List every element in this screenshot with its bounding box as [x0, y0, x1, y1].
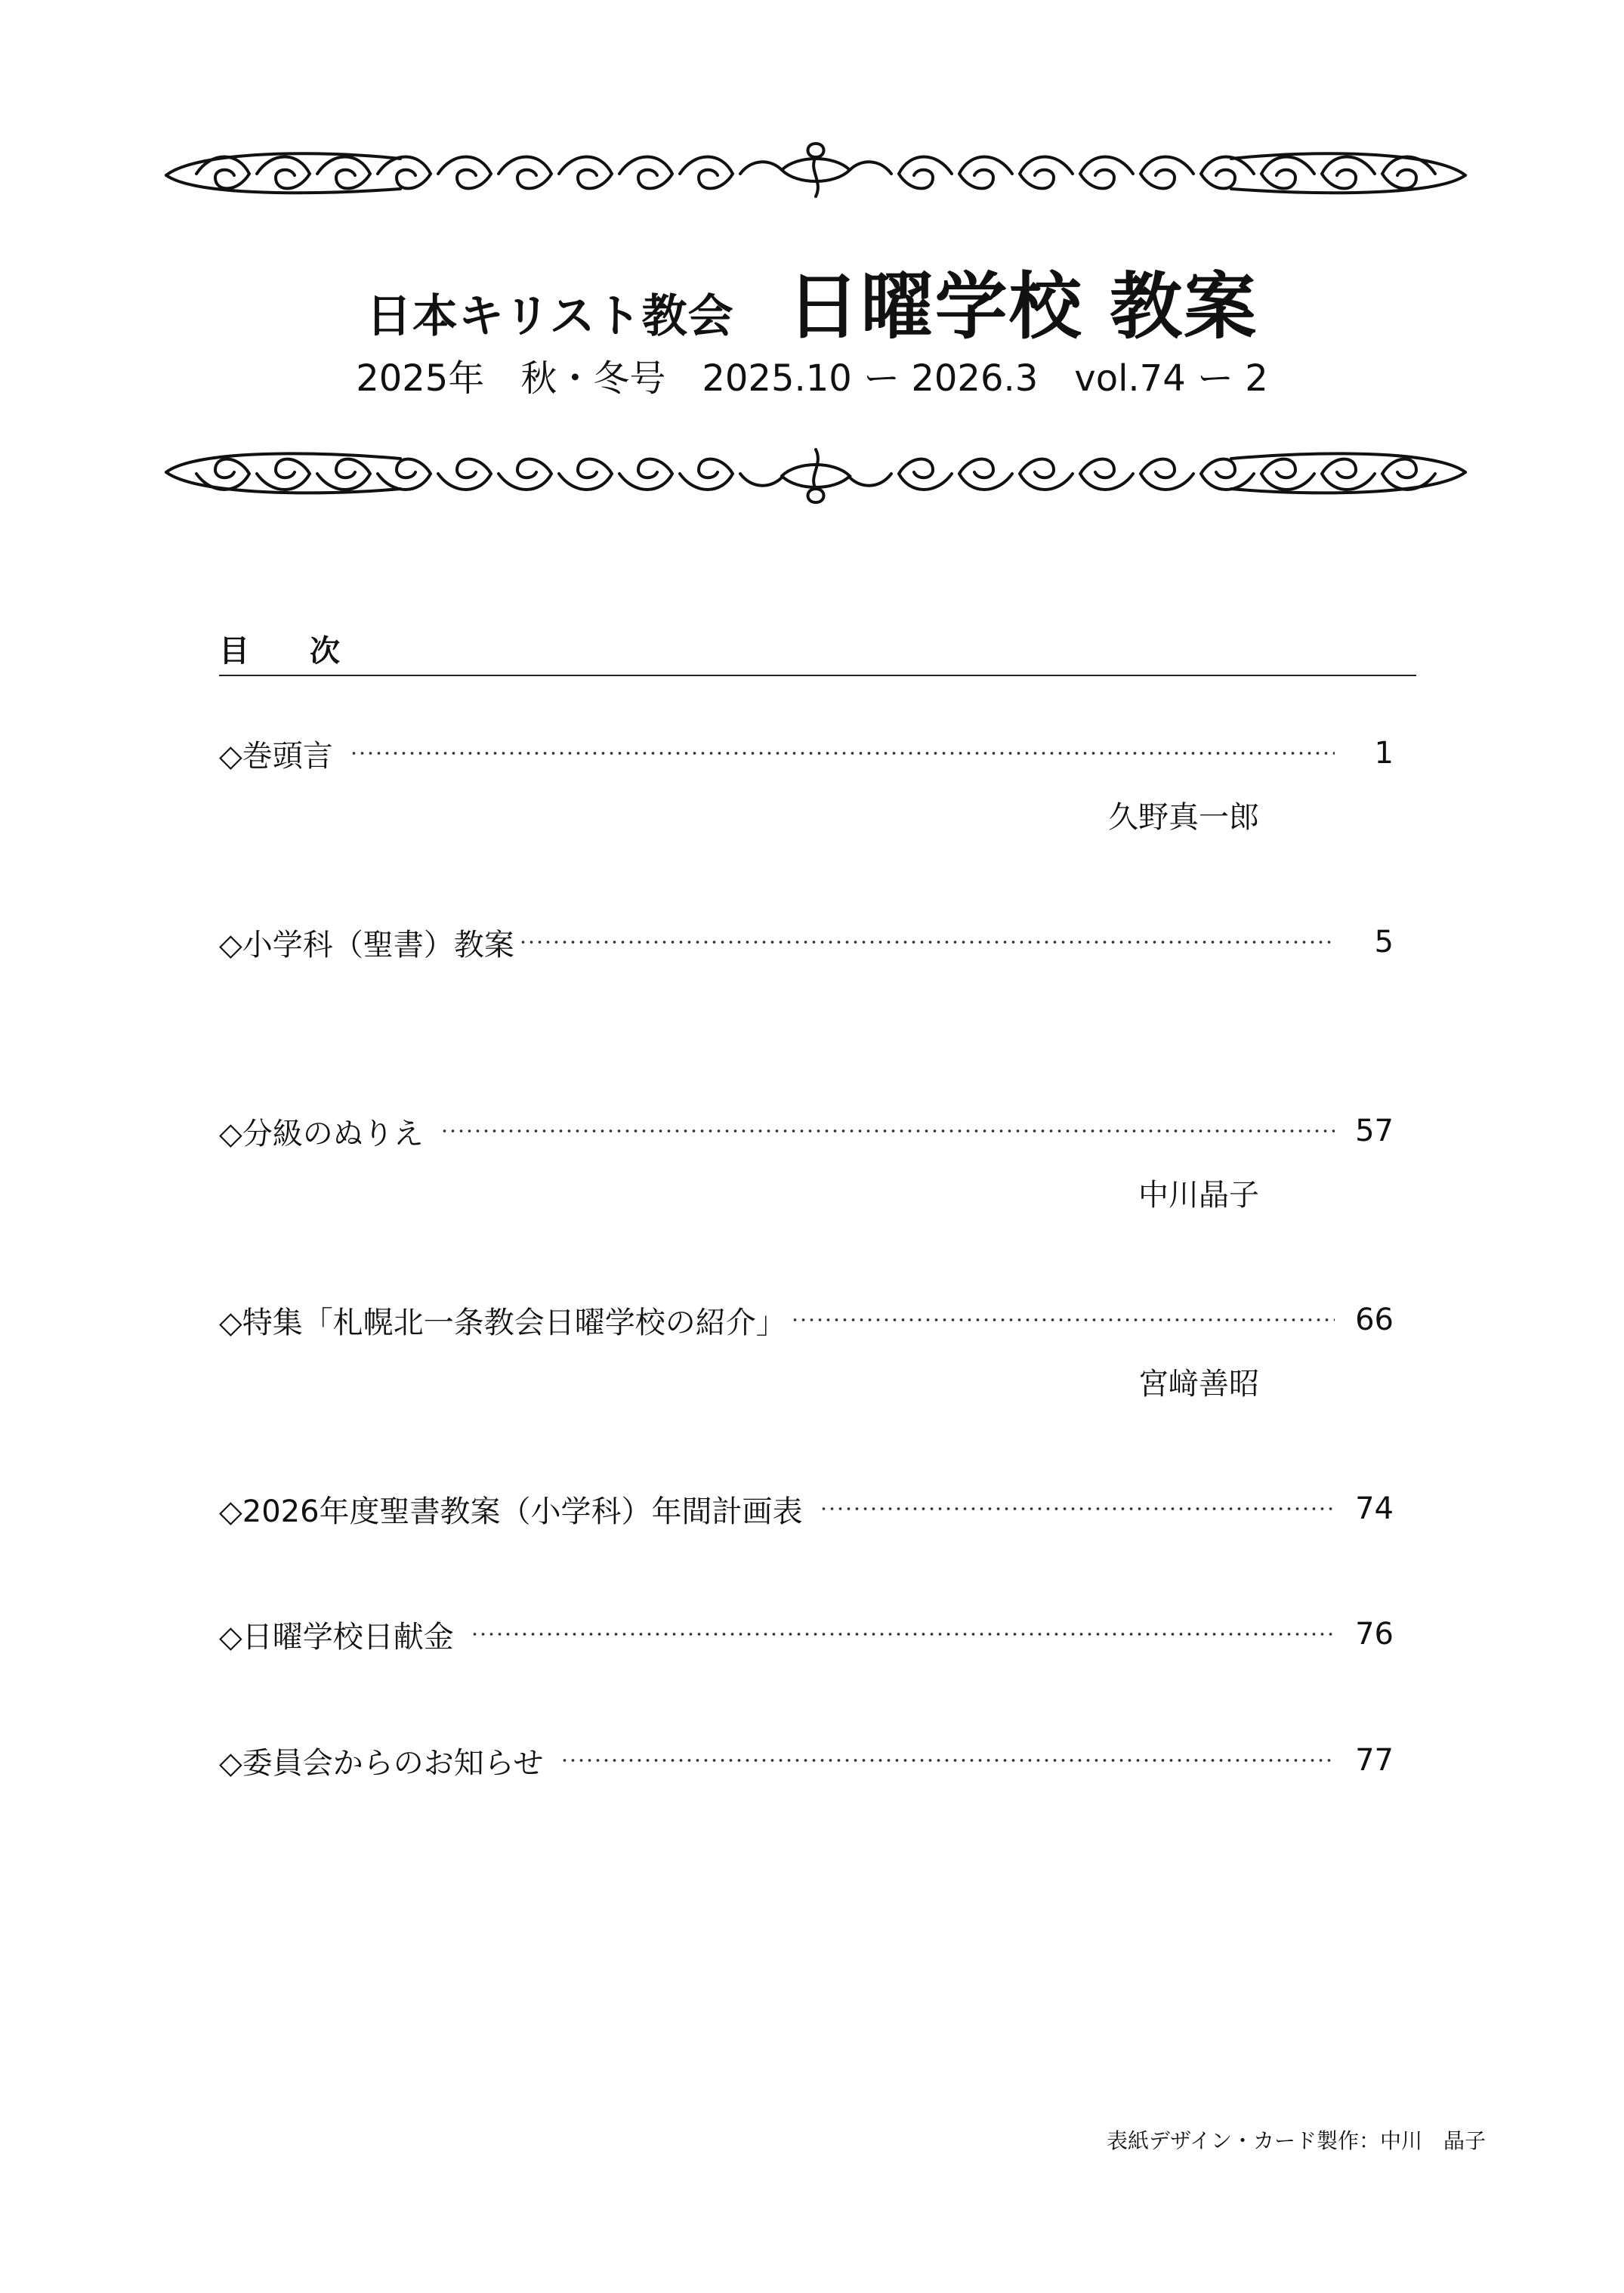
toc-entry-feature[interactable] [219, 1297, 1394, 1343]
toc-entry-page: 66 [1355, 1303, 1394, 1337]
dot-leader [350, 752, 1335, 755]
dot-leader [519, 941, 1335, 944]
toc-entry-lesson-plan[interactable] [219, 919, 1394, 965]
dot-leader [560, 1759, 1335, 1762]
toc-entry-page: 1 [1374, 736, 1394, 771]
toc-entry-foreword[interactable] [219, 731, 1394, 776]
bottom-flourish-divider-icon [151, 442, 1480, 510]
issue-info: 2025年 秋・冬号 2025.10 ー 2026.3 vol.74 ー 2 [356, 357, 1268, 400]
publication-title [0, 249, 1624, 353]
toc-entry-annual-plan[interactable] [219, 1486, 1394, 1531]
toc-entry-title: ◇小学科（聖書）教案 [219, 927, 514, 963]
toc-entry-author: 久野真一郎 [1108, 800, 1259, 835]
cover-credit: 表紙デザイン・カード製作：中川 晶子 [1106, 2128, 1486, 2153]
dot-leader [791, 1318, 1335, 1321]
toc-entry-author: 中川晶子 [1138, 1178, 1259, 1213]
toc-entry-page: 57 [1355, 1114, 1394, 1148]
organization-name: 日本キリスト教会 [366, 290, 734, 343]
dot-leader [820, 1507, 1335, 1510]
toc-divider [219, 675, 1416, 676]
dot-leader [440, 1130, 1335, 1133]
toc-heading: 目 次 [219, 634, 340, 669]
toc-entry-page: 74 [1355, 1491, 1394, 1526]
toc-entry-page: 5 [1374, 925, 1394, 960]
toc-entry-coloring[interactable] [219, 1108, 1394, 1154]
toc-entry-title: ◇2026年度聖書教案（小学科）年間計画表 [219, 1494, 803, 1529]
toc-entry-page: 76 [1355, 1617, 1394, 1652]
toc-entry-title: ◇巻頭言 [219, 738, 333, 774]
top-flourish-divider-icon [151, 136, 1480, 204]
toc-entry-notices[interactable] [219, 1738, 1394, 1783]
toc-entry-title: ◇特集「札幌北一条教会日曜学校の紹介」 [219, 1305, 786, 1340]
toc-entry-offering[interactable] [219, 1612, 1394, 1657]
toc-entry-author: 宮﨑善昭 [1138, 1367, 1259, 1401]
toc-entry-title: ◇委員会からのお知らせ [219, 1745, 544, 1781]
main-title: 日曜学校 教案 [786, 264, 1258, 349]
toc-entry-page: 77 [1355, 1743, 1394, 1778]
dot-leader [471, 1633, 1335, 1636]
toc-entry-title: ◇日曜学校日献金 [219, 1619, 454, 1655]
toc-entry-title: ◇分級のぬりえ [219, 1116, 424, 1151]
